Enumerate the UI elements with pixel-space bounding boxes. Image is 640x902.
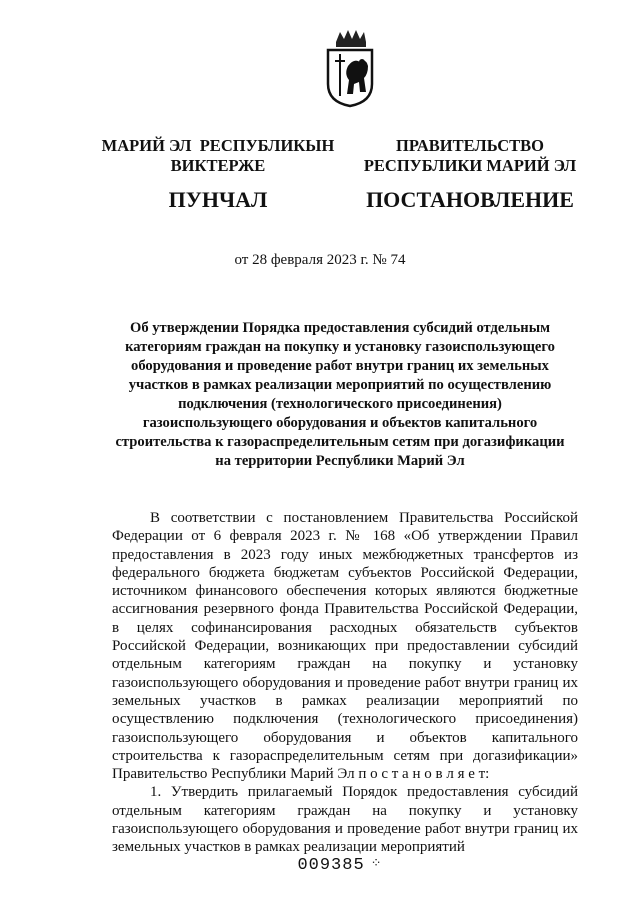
date-line: от 28 февраля 2023 г. № 74 [234, 252, 406, 268]
coat-of-arms-icon [322, 28, 378, 108]
header-right [340, 136, 600, 214]
title-line: газоиспользующего оборудования и объектов капитального [142, 415, 538, 431]
title-line: категориям граждан на покупку и установку газоиспользующего [125, 339, 555, 355]
document-body [112, 509, 578, 857]
serial-number-block [0, 856, 640, 875]
serial-number: 009385 [297, 856, 365, 875]
title-line: подключения (технологического присоединения) [178, 396, 502, 412]
header-left [88, 136, 348, 214]
title-line: Об утверждении Порядка предоставления субсидий отдельным [129, 320, 551, 336]
header-right-line2: РЕСПУБЛИКИ МАРИЙ ЭЛ [363, 156, 577, 175]
title-line: оборудования и проведение работ внутри границ их земельных [131, 358, 549, 374]
header-right-doc-type: ПОСТАНОВЛЕНИЕ [366, 187, 574, 212]
title-line: на территории Республики Марий Эл [215, 453, 465, 469]
header-left-line2: ВИКТЕРЖЕ [170, 156, 266, 175]
body-paragraph-2: 1. Утвердить прилагаемый Порядок предоставления субсидий отдельным категориям граждан на покупку и установку газоиспользующего оборудования и проведение работ внутри границ их земельных участков в рамках реализации мероприятий [112, 784, 578, 856]
header-left-doc-type: ПУНЧАЛ [168, 187, 268, 212]
header-right-line1: ПРАВИТЕЛЬСТВО [396, 136, 544, 155]
body-paragraph-1: В соответствии с постановлением Правительства Российской Федерации от 6 февраля 2023 г. № 168 «Об утверждении Правил предоставления в 2023 году иных межбюджетных трансфертов из федерального бюджета бюджетам субъектов Российской Федерации, источником финансового обеспечения которых являются бюджетные ассигнования резервного фонда Правительства Российской Федерации, в целях софинансирования расходных обязательств субъектов Российской Федерации, возникающих при предоставлении субсидий отдельным категориям граждан на покупку и установку газоиспользующего оборудования и проведение работ внутри границ их земельных участков в рамках реализации мероприятий по осуществлению подключения (технологического присоединения) газоиспользующего оборудования и объектов капитального строительства к газораспределительным сетям при догазификации» Правительство Республики Марий Эл п о с т а н о в л я е т: [112, 510, 578, 783]
title-line: участков в рамках реализации мероприятий по осуществлению [128, 377, 552, 393]
document-title [110, 319, 570, 471]
header-left-line1: МАРИЙ ЭЛ РЕСПУБЛИКЫН [101, 136, 335, 155]
title-line: строительства к газораспределительным сетям при догазификации [115, 434, 565, 450]
ornament-icon: ⁘ [370, 856, 383, 871]
emblem [322, 28, 378, 108]
